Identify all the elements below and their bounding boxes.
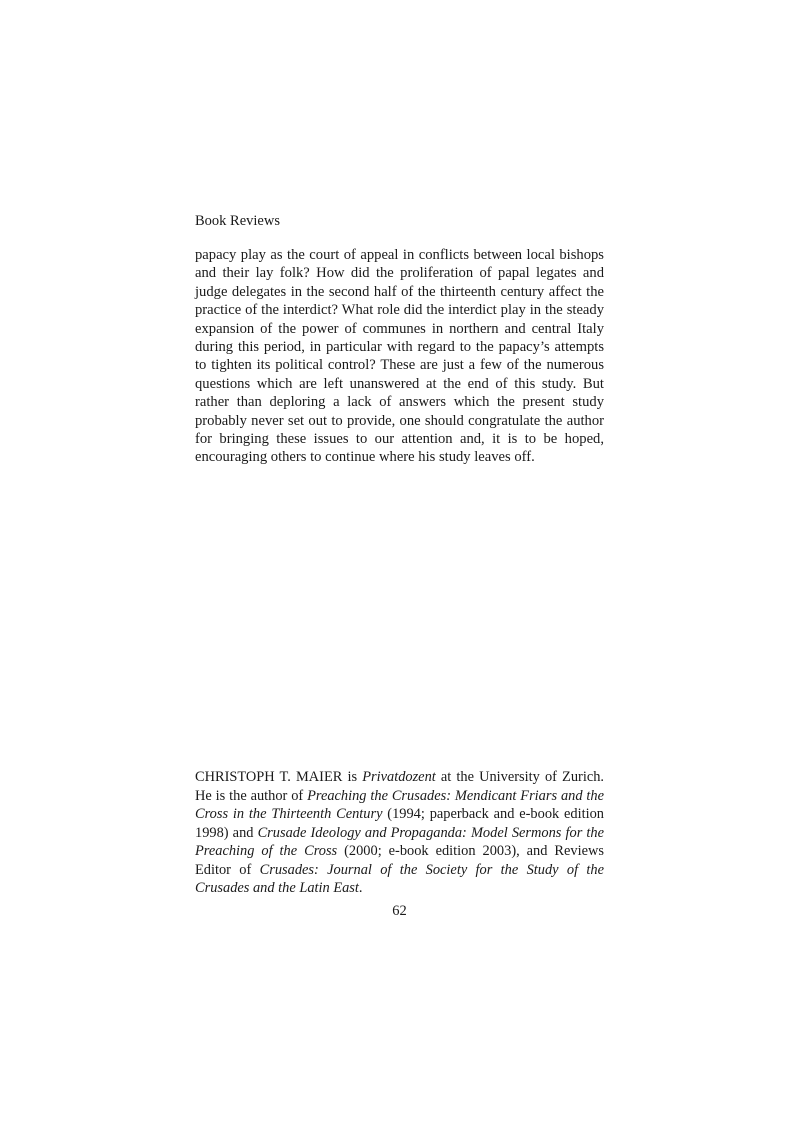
running-head: Book Reviews [195, 213, 280, 229]
bio-text-2: at the University of Zurich. He is the author of [195, 769, 605, 804]
bio-text-1: is [342, 769, 363, 785]
book-title-2: Crusade Ideology and Propaganda: Model Sermons for the Preaching of the Cross [195, 824, 604, 859]
page-number: 62 [392, 903, 407, 919]
bio-text-3: (1994; paperback and e-book edition 1998) and [195, 806, 605, 841]
reviewer-position: Privatdozent [362, 769, 436, 785]
journal-title: Crusades: Journal of the Society for the Study of the Crusades and the Latin East [195, 861, 604, 896]
bio-text-4: (2000; e-book edition 2003), and Reviews Editor of [195, 843, 604, 878]
bio-text-5: . [358, 880, 363, 896]
reviewer-bio [195, 768, 604, 898]
review-closing-paragraph: papacy play as the court of appeal in conflicts between local bishops and their lay folk? How did the proliferation of papal legates and judge delegates in the second half of the thirteenth century affect the practice of the interdict? What role did the interdict play in the steady expansion of the power of communes in northern and central Italy during this period, in particular with regard to the papacy’s attempts to tighten its political control? These are just a few of the numerous questions which are left unanswered at the end of this study. But rather than deploring a lack of answers which the present study probably never set out to provide, one should congratulate the author for bringing these issues to our attention and, it is to be hoped, encouraging others to continue where his study leaves off. [195, 247, 604, 466]
book-title-1: Preaching the Crusades: Mendicant Friars and the Cross in the Thirteenth Century [195, 787, 604, 822]
reviewer-name: CHRISTOPH T. MAIER [195, 769, 343, 785]
